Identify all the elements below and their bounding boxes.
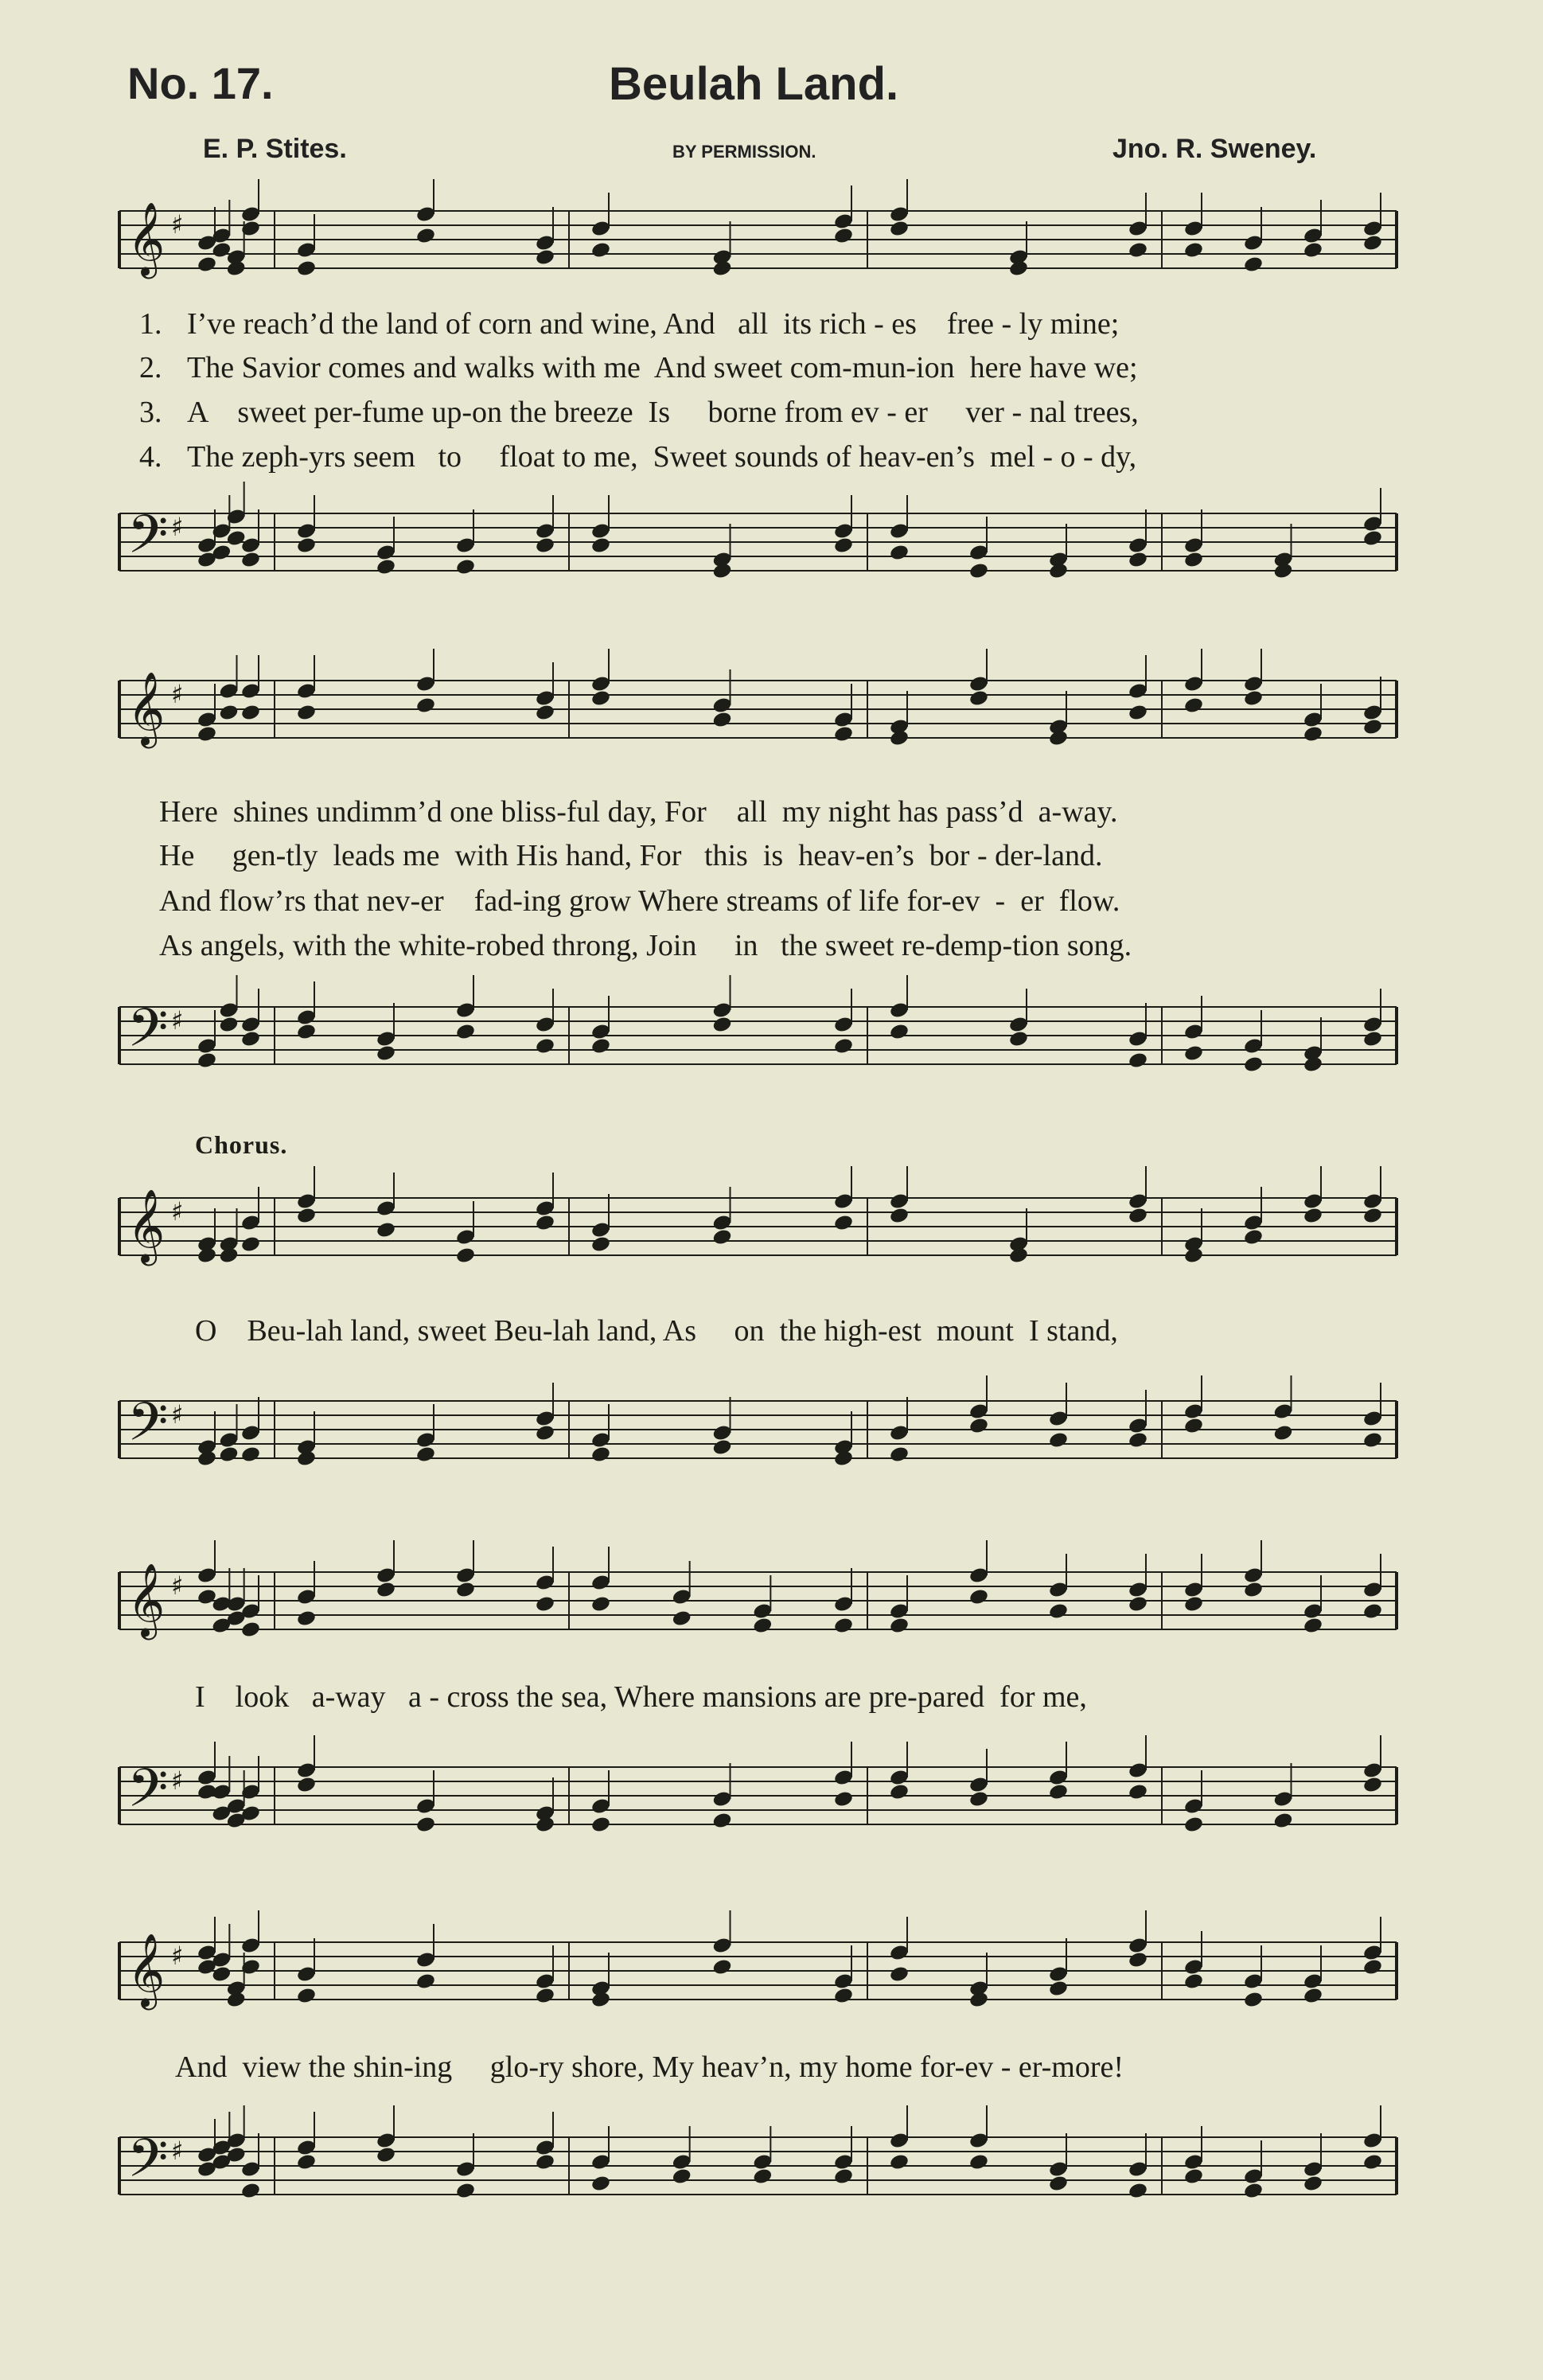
notehead xyxy=(672,1609,692,1628)
notehead xyxy=(833,227,854,245)
sharp-sign-icon: ♯ xyxy=(171,1570,184,1601)
verse-line-4 xyxy=(139,439,1136,474)
notehead xyxy=(889,1446,910,1464)
notehead xyxy=(296,1609,317,1628)
verse-line-6: He gen-tly leads me with His hand, For this is heav-en’s bor - der-land. xyxy=(159,839,1103,872)
treble-clef-icon: 𝄞 xyxy=(127,1933,166,2007)
notehead xyxy=(1303,725,1323,743)
notehead xyxy=(240,704,261,722)
notehead xyxy=(1303,241,1323,259)
notehead xyxy=(1303,1617,1323,1635)
verse-text: A sweet per-fume up-on the breeze Is borne from ev - er ver - nal trees, xyxy=(187,396,1139,429)
notehead xyxy=(376,558,396,576)
notehead xyxy=(1048,1980,1069,1998)
notehead xyxy=(1362,1602,1383,1621)
chorus-label: Chorus. xyxy=(195,1130,288,1159)
notehead xyxy=(889,220,910,238)
notehead xyxy=(1128,1431,1148,1449)
notehead xyxy=(1243,1055,1264,1074)
notehead xyxy=(415,1816,436,1834)
verse-text: I’ve reach’d the land of corn and wine, And all its rich - es free - ly mine; xyxy=(187,307,1120,341)
notehead xyxy=(711,1228,732,1247)
notehead xyxy=(415,1446,436,1464)
treble-clef-icon: 𝄞 xyxy=(127,671,166,745)
notehead xyxy=(889,2153,910,2171)
notehead xyxy=(1128,704,1148,722)
notehead xyxy=(415,1972,436,1991)
sharp-sign-icon: ♯ xyxy=(171,209,184,240)
notehead xyxy=(1128,1783,1148,1801)
notehead xyxy=(1128,551,1148,569)
notehead xyxy=(296,536,317,555)
notehead xyxy=(218,1247,239,1265)
notehead xyxy=(968,1588,989,1606)
notehead xyxy=(455,1581,476,1599)
notehead xyxy=(296,259,317,278)
verse-line-2 xyxy=(139,350,1138,385)
notehead xyxy=(1362,1030,1383,1048)
notehead xyxy=(376,1044,396,1063)
notehead xyxy=(1048,2175,1069,2193)
notehead xyxy=(535,536,555,555)
bass-clef-icon: 𝄢 xyxy=(127,2128,169,2202)
notehead xyxy=(590,1991,611,2009)
notehead xyxy=(711,259,732,278)
notehead xyxy=(1183,1044,1204,1063)
notehead xyxy=(1183,1595,1204,1613)
notehead xyxy=(711,1958,732,1976)
chorus-2-treble-staff xyxy=(0,1540,1543,1668)
notehead xyxy=(1128,1207,1148,1225)
notehead xyxy=(535,1037,555,1055)
notehead xyxy=(711,1438,732,1457)
notehead xyxy=(535,2153,555,2171)
notehead xyxy=(752,1617,773,1635)
notehead xyxy=(1008,1247,1029,1265)
notehead xyxy=(1243,1581,1264,1599)
notehead xyxy=(218,1016,239,1034)
verse-number: 2. xyxy=(139,351,162,384)
system-2-treble-staff xyxy=(0,649,1543,776)
sharp-sign-icon: ♯ xyxy=(171,1005,184,1036)
notehead xyxy=(1362,234,1383,252)
notehead xyxy=(968,1417,989,1435)
notehead xyxy=(1362,1776,1383,1794)
notehead xyxy=(1048,729,1069,747)
notehead xyxy=(226,1991,247,2009)
notehead xyxy=(1362,1431,1383,1449)
notehead xyxy=(218,1446,239,1464)
verse-text: The Savior comes and walks with me And sweet com-mun-ion here have we; xyxy=(187,351,1138,384)
notehead xyxy=(1272,1812,1293,1830)
notehead xyxy=(240,2182,261,2200)
notehead xyxy=(711,711,732,729)
notehead xyxy=(1008,259,1029,278)
system-1-bass-staff xyxy=(0,482,1543,609)
notehead xyxy=(240,551,261,569)
notehead xyxy=(415,696,436,715)
notehead xyxy=(590,536,611,555)
chorus-line-1: O Beu-lah land, sweet Beu-lah land, As on the high-est mount I stand, xyxy=(195,1314,1118,1348)
notehead xyxy=(197,1247,217,1265)
notehead xyxy=(833,536,854,555)
notehead xyxy=(590,1235,611,1254)
sharp-sign-icon: ♯ xyxy=(171,1941,184,1971)
notehead xyxy=(590,1595,611,1613)
notehead xyxy=(1183,696,1204,715)
bass-clef-icon: 𝄢 xyxy=(127,997,169,1071)
notehead xyxy=(415,227,436,245)
verse-line-3 xyxy=(139,395,1139,430)
chorus-line-3: And view the shin-ing glo-ry shore, My heav’n, my home for-ev - er-more! xyxy=(175,2050,1124,2084)
chorus-3-treble-staff xyxy=(0,1910,1543,2038)
notehead xyxy=(1008,1030,1029,1048)
notehead xyxy=(968,1991,989,2009)
notehead xyxy=(455,558,476,576)
notehead xyxy=(455,1023,476,1041)
notehead xyxy=(1303,1055,1323,1074)
verse-number: 1. xyxy=(139,307,162,341)
notehead xyxy=(590,241,611,259)
notehead xyxy=(1128,1951,1148,1969)
notehead xyxy=(296,1207,317,1225)
hymn-number: No. 17. xyxy=(127,58,274,108)
notehead xyxy=(535,1816,555,1834)
notehead xyxy=(240,1030,261,1048)
notehead xyxy=(296,704,317,722)
notehead xyxy=(455,1247,476,1265)
verse-number: 3. xyxy=(139,396,162,429)
notehead xyxy=(968,689,989,708)
notehead xyxy=(1128,1051,1148,1070)
notehead xyxy=(833,1037,854,1055)
sharp-sign-icon: ♯ xyxy=(171,1399,184,1430)
treble-clef-icon: 𝄞 xyxy=(127,201,166,275)
system-1-treble-staff xyxy=(0,179,1543,306)
verse-text: The zeph-yrs seem to float to me, Sweet sounds of heav-en’s mel - o - dy, xyxy=(187,440,1137,474)
chorus-2-bass-staff xyxy=(0,1735,1543,1863)
notehead xyxy=(1183,1972,1204,1991)
bass-clef-icon: 𝄢 xyxy=(127,1758,169,1832)
notehead xyxy=(1362,2153,1383,2171)
notehead xyxy=(240,1446,261,1464)
notehead xyxy=(296,1449,317,1468)
notehead xyxy=(376,1221,396,1239)
sharp-sign-icon: ♯ xyxy=(171,512,184,542)
notehead xyxy=(968,562,989,580)
notehead xyxy=(833,2167,854,2186)
bass-clef-icon: 𝄢 xyxy=(127,504,169,578)
sharp-sign-icon: ♯ xyxy=(171,679,184,709)
system-2-bass-staff xyxy=(0,975,1543,1110)
notehead xyxy=(1362,529,1383,548)
notehead xyxy=(1048,562,1069,580)
notehead xyxy=(752,2167,773,2186)
notehead xyxy=(1183,1816,1204,1834)
notehead xyxy=(711,562,732,580)
notehead xyxy=(1272,1424,1293,1442)
notehead xyxy=(1183,241,1204,259)
notehead xyxy=(197,725,217,743)
notehead xyxy=(535,1987,555,2005)
notehead xyxy=(590,1446,611,1464)
notehead xyxy=(889,544,910,562)
permission-note: BY PERMISSION. xyxy=(672,142,816,162)
notehead xyxy=(197,256,217,274)
chorus-line-2: I look a-way a - cross the sea, Where mansions are pre-pared for me, xyxy=(195,1680,1087,1714)
notehead xyxy=(1128,2182,1148,2200)
notehead xyxy=(296,1776,317,1794)
verse-line-5: Here shines undimm’d one bliss-ful day, For all my night has pass’d a-way. xyxy=(159,795,1118,829)
notehead xyxy=(1048,1783,1069,1801)
notehead xyxy=(535,248,555,267)
notehead xyxy=(889,1783,910,1801)
notehead xyxy=(1183,551,1204,569)
sharp-sign-icon: ♯ xyxy=(171,2136,184,2166)
notehead xyxy=(889,1965,910,1984)
bass-clef-icon: 𝄢 xyxy=(127,1391,169,1465)
notehead xyxy=(1303,1207,1323,1225)
notehead xyxy=(535,704,555,722)
notehead xyxy=(296,1023,317,1041)
notehead xyxy=(296,1987,317,2005)
notehead xyxy=(1048,1431,1069,1449)
notehead xyxy=(535,1424,555,1442)
notehead xyxy=(1183,1417,1204,1435)
notehead xyxy=(672,2167,692,2186)
notehead xyxy=(1362,1958,1383,1976)
notehead xyxy=(833,1214,854,1232)
chorus-3-bass-staff xyxy=(0,2105,1543,2241)
lyricist-credit: E. P. Stites. xyxy=(203,134,347,164)
chorus-1-bass-staff xyxy=(0,1369,1543,1496)
notehead xyxy=(296,2153,317,2171)
sharp-sign-icon: ♯ xyxy=(171,1196,184,1227)
notehead xyxy=(535,1214,555,1232)
notehead xyxy=(455,2182,476,2200)
notehead xyxy=(711,1016,732,1034)
notehead xyxy=(968,2153,989,2171)
sharp-sign-icon: ♯ xyxy=(171,1765,184,1796)
notehead xyxy=(833,1987,854,2005)
notehead xyxy=(1243,1991,1264,2009)
notehead xyxy=(1243,2182,1264,2200)
notehead xyxy=(1048,1602,1069,1621)
notehead xyxy=(833,1790,854,1808)
notehead xyxy=(711,1812,732,1830)
notehead xyxy=(833,1617,854,1635)
notehead xyxy=(197,1449,217,1468)
notehead xyxy=(1243,256,1264,274)
notehead xyxy=(1128,1595,1148,1613)
notehead xyxy=(889,1617,910,1635)
notehead xyxy=(590,1037,611,1055)
notehead xyxy=(376,1581,396,1599)
notehead xyxy=(1272,562,1293,580)
treble-clef-icon: 𝄞 xyxy=(127,1188,166,1262)
notehead xyxy=(240,1235,261,1254)
notehead xyxy=(197,1051,217,1070)
verse-number: 4. xyxy=(139,440,162,474)
notehead xyxy=(535,1595,555,1613)
notehead xyxy=(833,1449,854,1468)
notehead xyxy=(1362,1207,1383,1225)
notehead xyxy=(240,1621,261,1639)
verse-line-8: As angels, with the white-robed throng, Join in the sweet re-demp-tion song. xyxy=(159,929,1132,962)
notehead xyxy=(1243,689,1264,708)
notehead xyxy=(889,1207,910,1225)
notehead xyxy=(1183,1247,1204,1265)
notehead xyxy=(376,2146,396,2164)
notehead xyxy=(1243,1228,1264,1247)
notehead xyxy=(889,729,910,747)
treble-clef-icon: 𝄞 xyxy=(127,1563,166,1637)
notehead xyxy=(1362,718,1383,736)
notehead xyxy=(590,2175,611,2193)
verse-line-1 xyxy=(139,306,1119,341)
notehead xyxy=(889,1023,910,1041)
composer-credit: Jno. R. Sweney. xyxy=(1112,134,1317,164)
notehead xyxy=(590,1816,611,1834)
notehead xyxy=(218,704,239,722)
notehead xyxy=(226,259,247,278)
notehead xyxy=(1128,241,1148,259)
notehead xyxy=(833,725,854,743)
hymn-title: Beulah Land. xyxy=(609,58,899,110)
notehead xyxy=(1303,1987,1323,2005)
notehead xyxy=(968,1790,989,1808)
notehead xyxy=(1303,2175,1323,2193)
verse-line-7: And flow’rs that nev-er fad-ing grow Where streams of life for-ev - er flow. xyxy=(159,884,1120,918)
notehead xyxy=(590,689,611,708)
notehead xyxy=(1183,2167,1204,2186)
chorus-1-treble-staff xyxy=(0,1166,1543,1293)
